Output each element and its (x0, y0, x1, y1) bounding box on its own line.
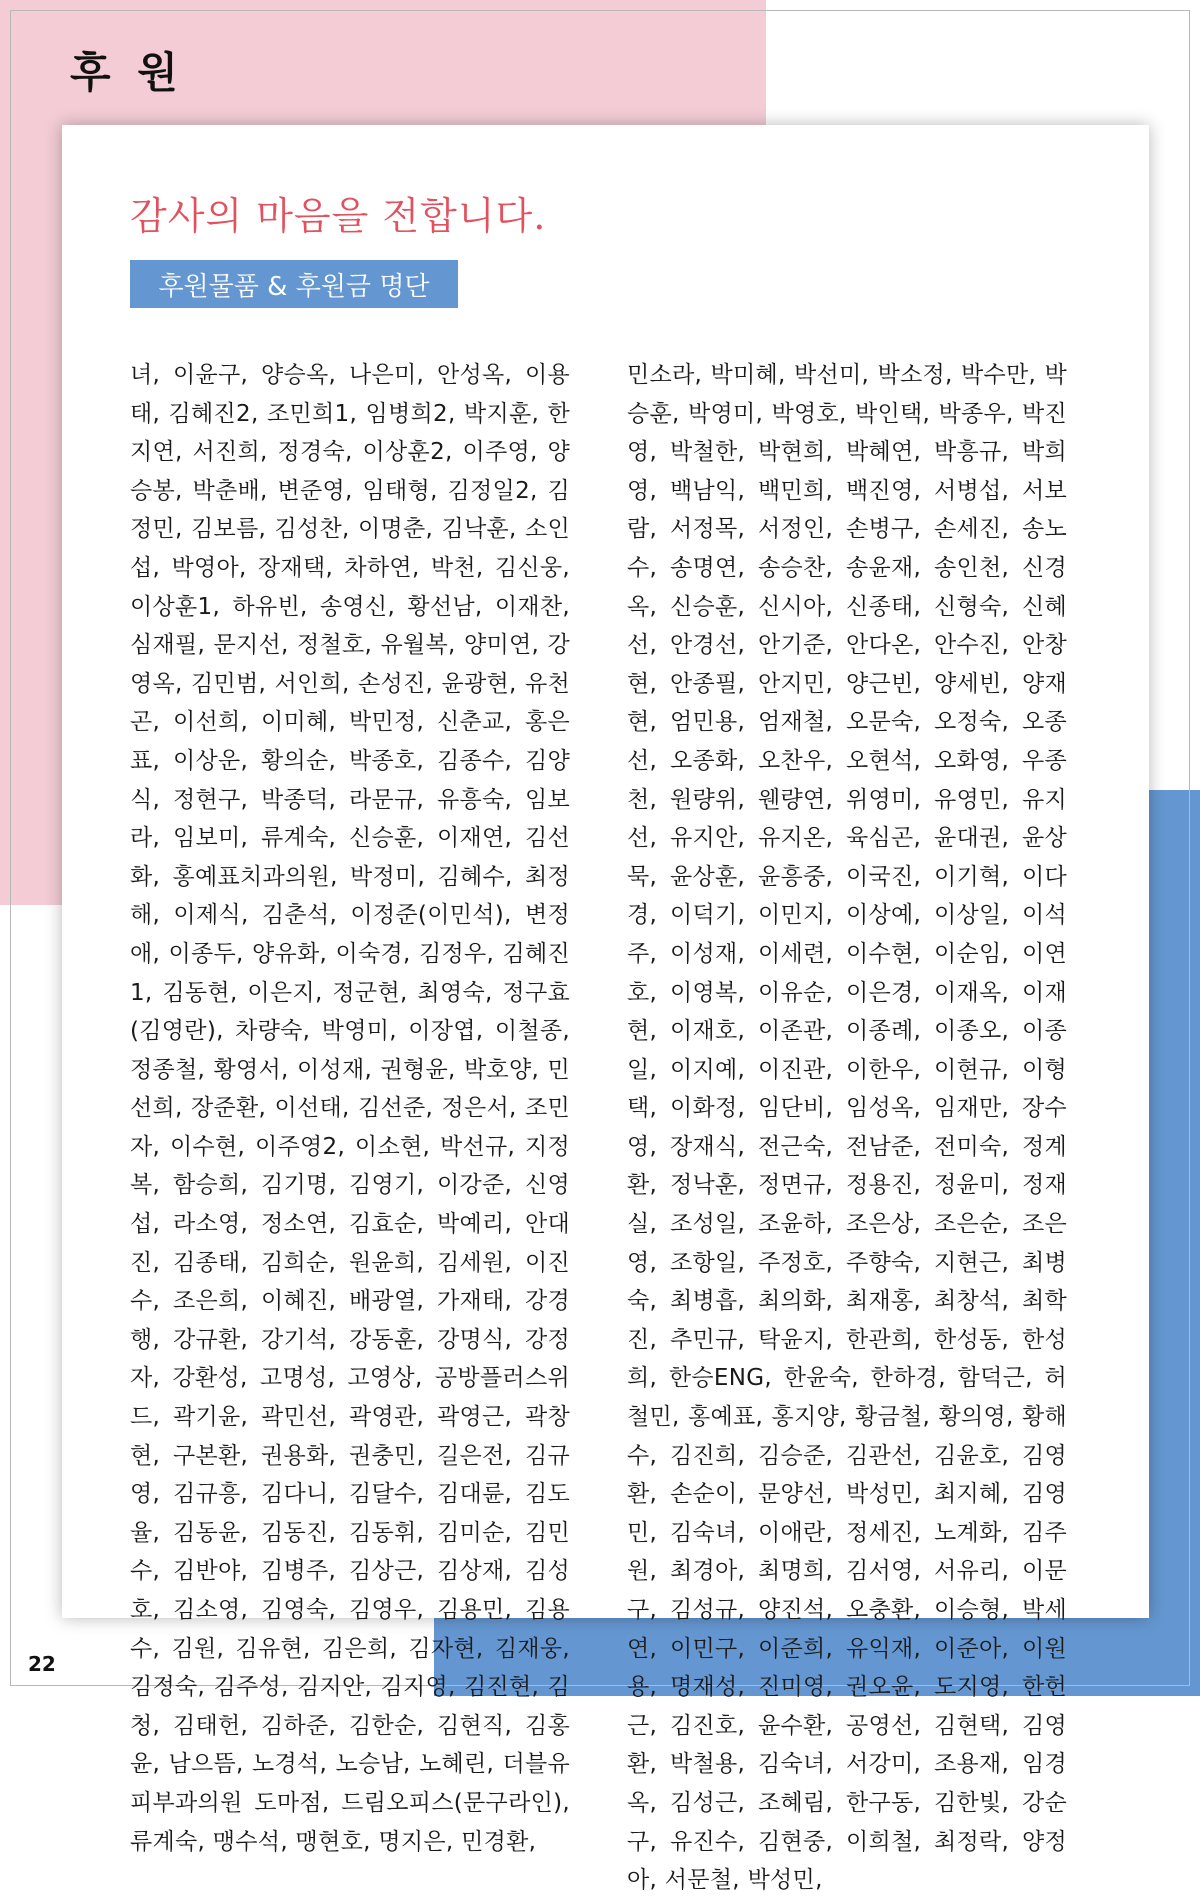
section-title: 후 원 (70, 48, 184, 97)
donor-list-left-column: 녀, 이윤구, 양승옥, 나은미, 안성옥, 이용태, 김혜진2, 조민희1, 임병희2, 박지훈, 한지연, 서진희, 정경숙, 이상훈2, 이주영, 양승봉, 박춘배, 변준영, 임태형, 김정일2, 김정민, 김보름, 김성찬, 이명춘, 김낙훈, 소인섭, 박영아, 장재택, 차하연, 박천, 김신웅, 이상훈1, 하유빈, 송영신, 황선남, 이재찬, 심재필, 문지선, 정철호, 유월복, 양미연, 강영옥, 김민범, 서인희, 손성진, 윤광현, 유천곤, 이선희, 이미혜, 박민정, 신춘교, 홍은표, 이상운, 황의순, 박종호, 김종수, 김양식, 정현구, 박종덕, 라문규, 유흥숙, 임보라, 임보미, 류계숙, 신승훈, 이재연, 김선화, 홍예표치과의원, 박정미, 김혜수, 최정해, 이제식, 김춘석, 이정준(이민석), 변정애, 이종두, 양유화, 이숙경, 김정우, 김혜진1, 김동현, 이은지, 정군현, 최영숙, 정구효(김영란), 차량숙, 박영미, 이장엽, 이철종, 정종철, 황영서, 이성재, 권형윤, 박호양, 민선희, 장준환, 이선태, 김선준, 정은서, 조민자, 이수현, 이주영2, 이소현, 박선규, 지정복, 함승희, 김기명, 김영기, 이강준, 신영섭, 라소영, 정소연, 김효순, 박예리, 안대진, 김종태, 김희순, 원윤희, 김세원, 이진수, 조은희, 이혜진, 배광열, 가재태, 강경행, 강규환, 강기석, 강동훈, 강명식, 강정자, 강환성, 고명성, 고영상, 공방플러스위드, 곽기윤, 곽민선, 곽영관, 곽영근, 곽창현, 구본환, 권용화, 권충민, 길은전, 김규영, 김규흥, 김다니, 김달수, 김대륜, 김도율, 김동윤, 김동진, 김동휘, 김미순, 김민수, 김반야, 김병주, 김상근, 김상재, 김성호, 김소영, 김영숙, 김영우, 김용민, 김용수, 김원, 김유현, 김은희, 김자현, 김재웅, 김정숙, 김주성, 김지안, 김지영, 김진현, 김청, 김태헌, 김하준, 김한순, 김현직, 김홍윤, 남으뜸, 노경석, 노승남, 노혜린, 더블유피부과의원 도마점, 드림오피스(문구라인), 류계숙, 맹수석, 맹현호, 명지은, 민경환, (130, 362, 570, 1855)
donor-list-right-column: 민소라, 박미혜, 박선미, 박소정, 박수만, 박승훈, 박영미, 박영호, 박인택, 박종우, 박진영, 박철한, 박현희, 박혜연, 박흥규, 박희영, 백남익, 백민희, 백진영, 서병섭, 서보람, 서정목, 서정인, 손병구, 손세진, 송노수, 송명연, 송승찬, 송윤재, 송인천, 신경옥, 신승훈, 신시아, 신종태, 신형숙, 신혜선, 안경선, 안기준, 안다온, 안수진, 안창현, 안종필, 안지민, 양근빈, 양세빈, 양재현, 엄민용, 엄재철, 오문숙, 오정숙, 오종선, 오종화, 오찬우, 오현석, 오화영, 우종천, 원량위, 웬량연, 위영미, 유영민, 유지선, 유지안, 유지온, 육심곤, 윤대권, 윤상묵, 윤상훈, 윤흥중, 이국진, 이기혁, 이다경, 이덕기, 이민지, 이상예, 이상일, 이석주, 이성재, 이세련, 이수현, 이순임, 이연호, 이영복, 이유순, 이은경, 이재옥, 이재현, 이재호, 이존관, 이종례, 이종오, 이종일, 이지예, 이진관, 이한우, 이현규, 이형택, 이화정, 임단비, 임성옥, 임재만, 장수영, 장재식, 전근숙, 전남준, 전미숙, 정계환, 정낙훈, 정면규, 정용진, 정윤미, 정재실, 조성일, 조윤하, 조은상, 조은순, 조은영, 조항일, 주정호, 주향숙, 지현근, 최병숙, 최병흡, 최의화, 최재홍, 최창석, 최학진, 추민규, 탁윤지, 한관희, 한성동, 한성희, 한승ENG, 한윤숙, 한하경, 함덕근, 허철민, 홍예표, 홍지양, 황금철, 황의영, 황해수, 김진희, 김승준, 김관선, 김윤호, 김영환, 손순이, 문양선, 박성민, 최지혜, 김영민, 김숙녀, 이애란, 정세진, 노계화, 김주원, 최경아, 최명희, 김서영, 서유리, 이문구, 김성규, 양진석, 오충환, 이승형, 박세연, 이민구, 이준희, 유익재, 이준아, 이원용, 명재성, 진미영, 권오윤, 도지영, 한헌근, 김진호, 윤수환, 공영선, 김현택, 김영환, 박철용, 김숙녀, 서강미, 조용재, 임경옥, 김성근, 조혜림, 한구동, 김한빛, 강순구, 유진수, 김현중, 이희철, 최정락, 양정아, 서문철, 박성민, (627, 362, 1067, 1894)
page-number: 22 (28, 1652, 56, 1676)
subtitle-text: 후원물품 & 후원금 명단 (158, 271, 430, 302)
subtitle-badge (130, 260, 458, 308)
headline: 감사의 마음을 전합니다. (130, 194, 547, 238)
